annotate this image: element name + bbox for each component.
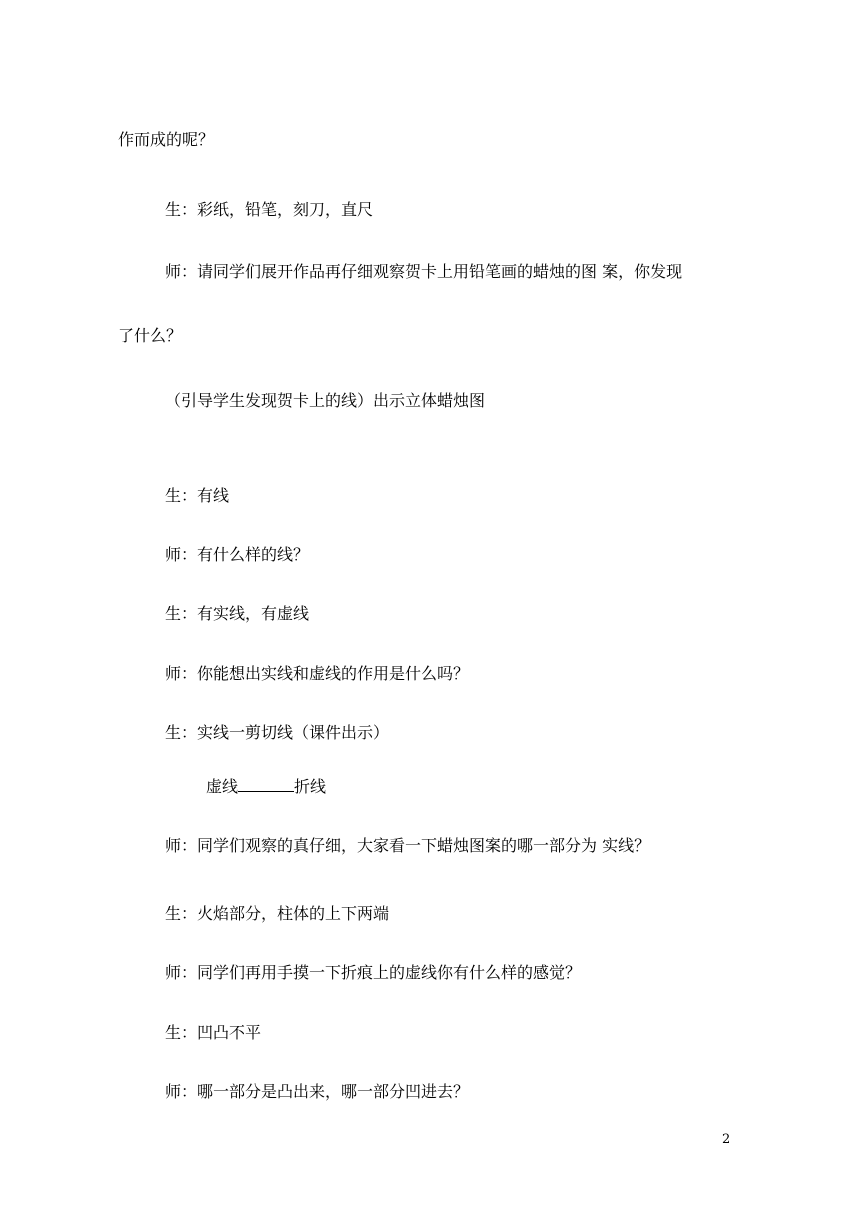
text-line: 生：火焰部分，柱体的上下两端 <box>165 904 390 923</box>
text-line: 生：实线一剪切线（课件出示） <box>165 723 390 742</box>
text-line: 生：有实线，有虚线 <box>165 604 310 623</box>
page-number: 2 <box>722 1132 731 1147</box>
text-line: 了什么？ <box>118 326 183 345</box>
fold-line-label: 折线 <box>294 777 327 796</box>
text-line: 生：有线 <box>165 486 230 505</box>
text-line-dashed-fold <box>206 777 326 797</box>
text-line: 师：同学们观察的真仔细，大家看一下蜡烛图案的哪一部分为 实线？ <box>165 836 651 855</box>
text-line: 师：你能想出实线和虚线的作用是什么吗？ <box>165 664 470 683</box>
dashed-line-label: 虚线 <box>206 777 239 796</box>
text-line: 作而成的呢？ <box>118 130 215 149</box>
text-line: 师：有什么样的线？ <box>165 545 310 564</box>
text-line: 生：彩纸，铅笔，刻刀，直尺 <box>165 200 374 219</box>
text-line: 师：哪一部分是凸出来，哪一部分凹进去？ <box>165 1082 470 1101</box>
text-line: 师：同学们再用手摸一下折痕上的虚线你有什么样的感觉？ <box>165 963 582 982</box>
blank-underline <box>238 777 294 792</box>
text-line: （引导学生发现贺卡上的线）出示立体蜡烛图 <box>165 391 486 410</box>
text-line: 生：凹凸不平 <box>165 1023 262 1042</box>
text-line: 师：请同学们展开作品再仔细观察贺卡上用铅笔画的蜡烛的图 案，你发现 <box>165 262 683 281</box>
